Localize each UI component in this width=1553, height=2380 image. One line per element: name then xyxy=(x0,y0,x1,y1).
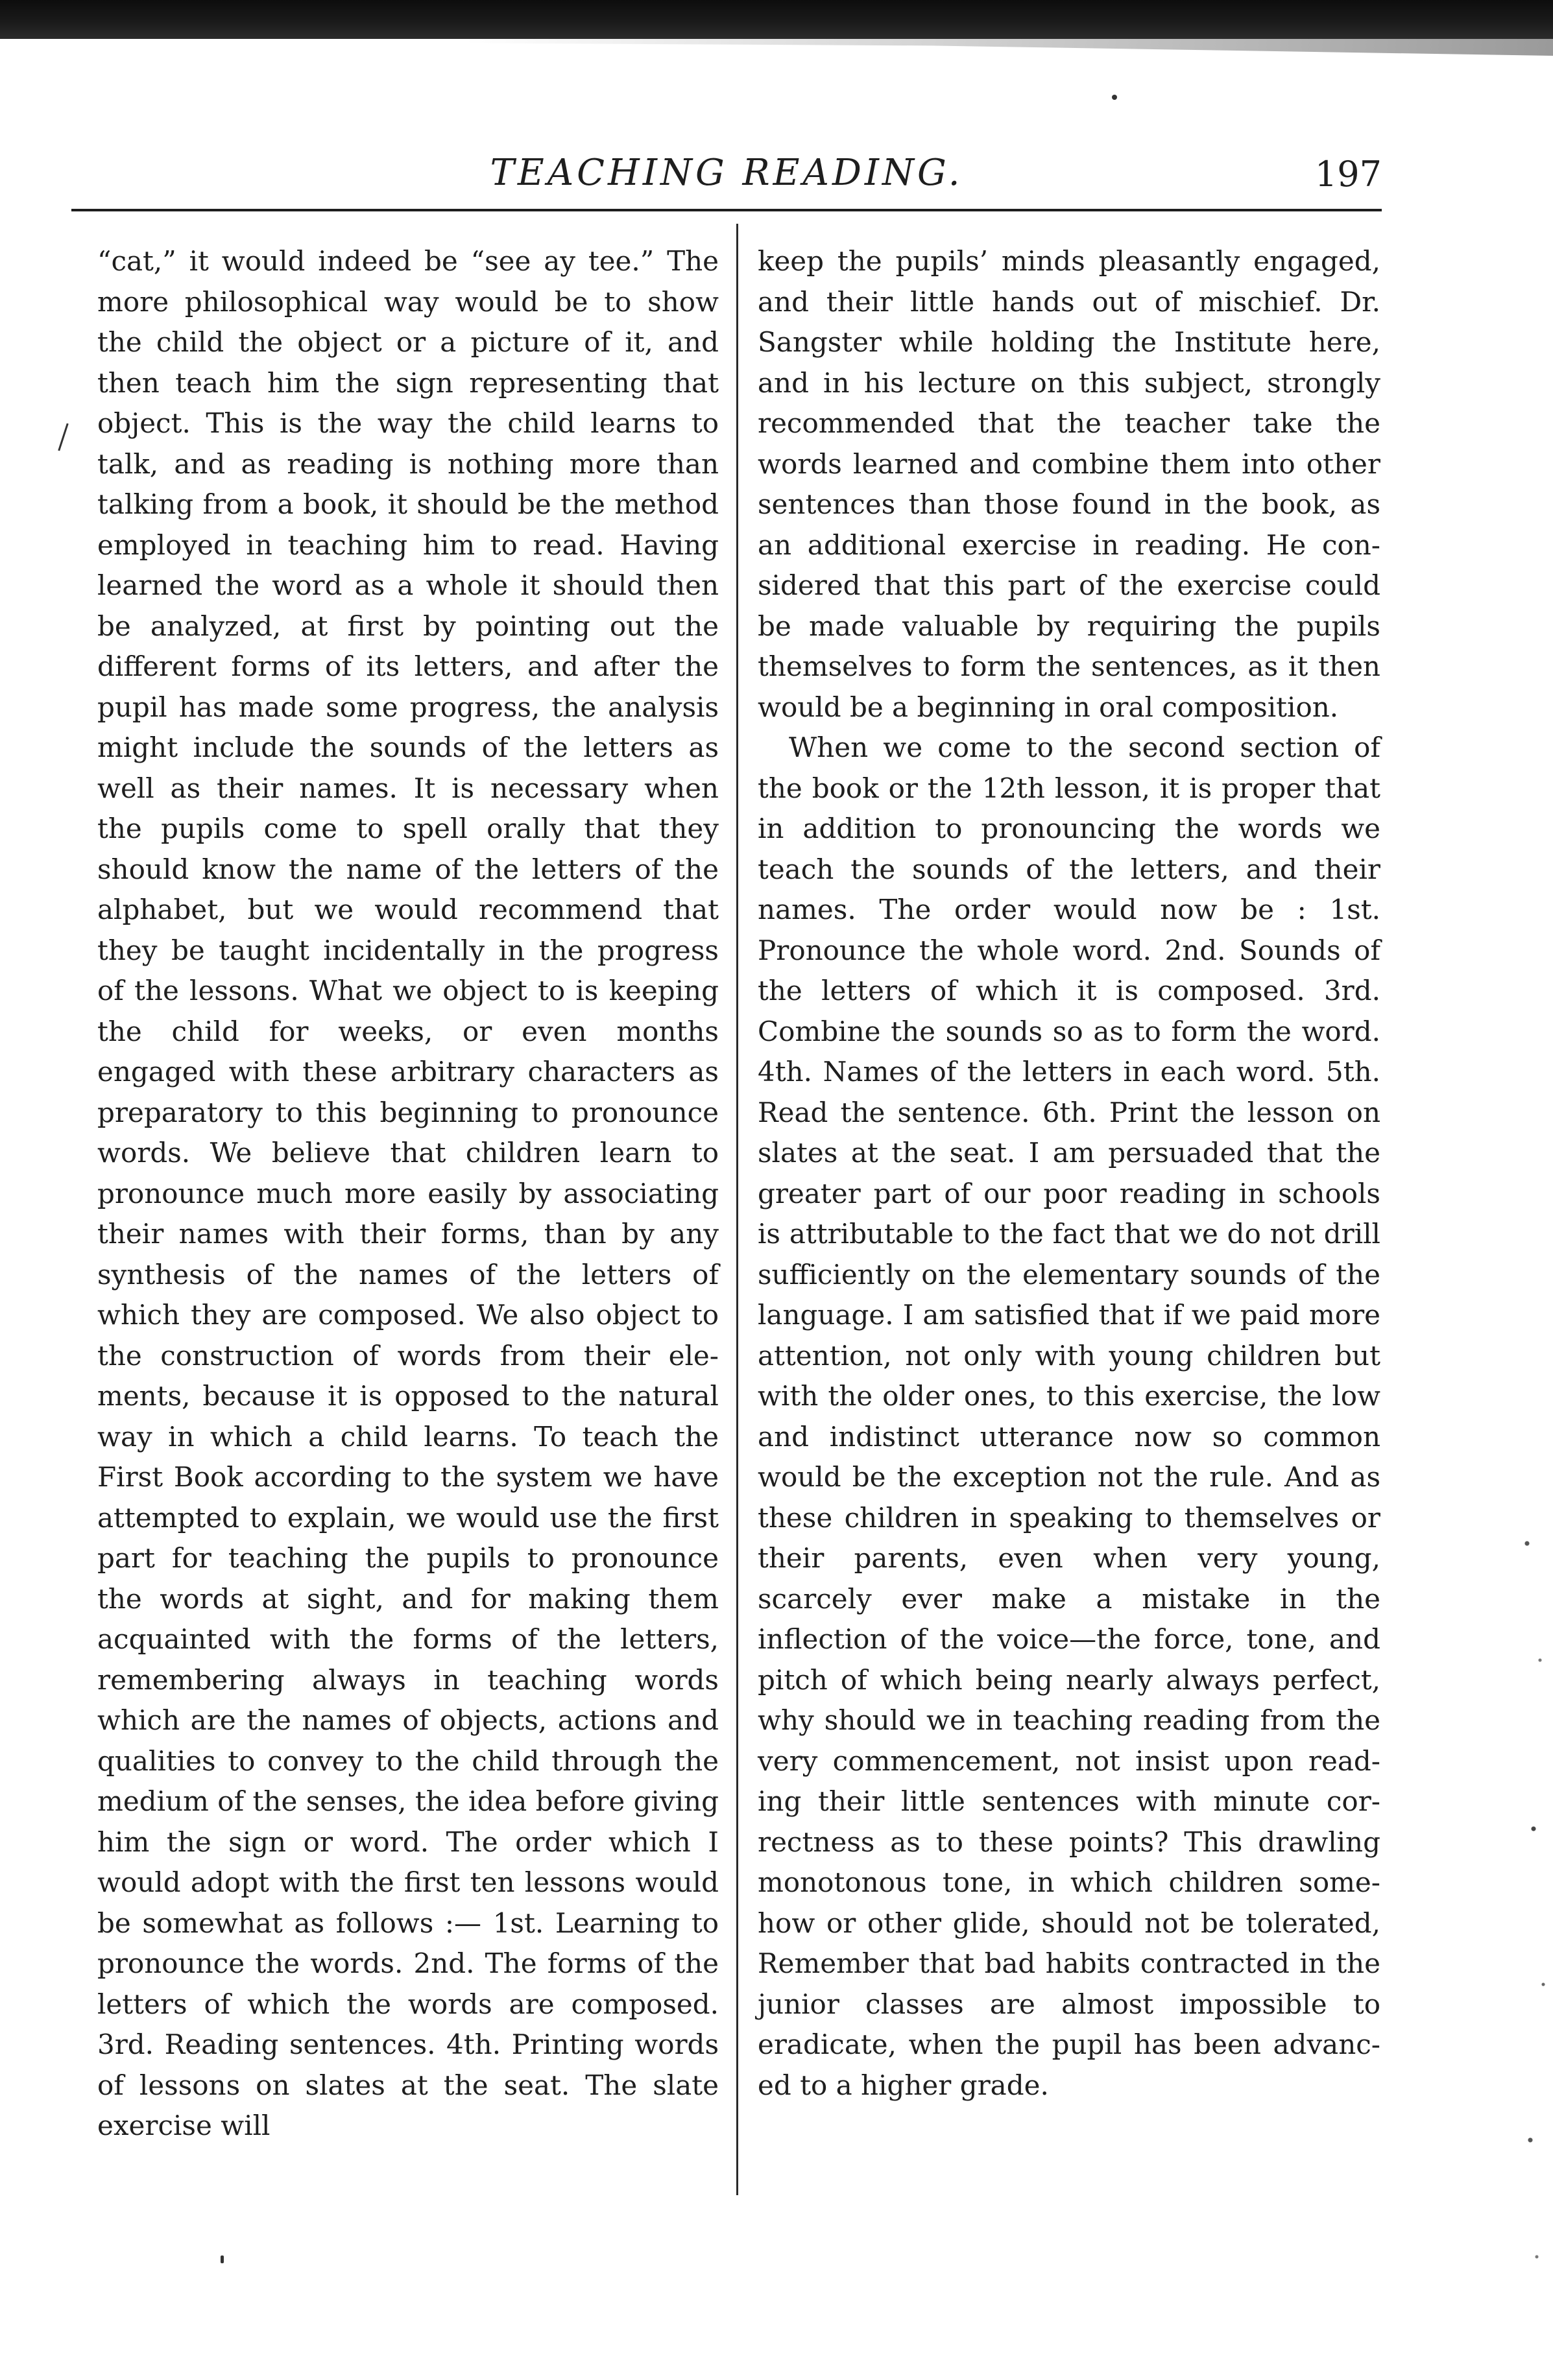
page-header xyxy=(71,144,1382,202)
margin-annotation-mark xyxy=(58,423,68,451)
scan-specks xyxy=(1514,1492,1553,2335)
scan-edge-bar xyxy=(0,0,1553,39)
stray-mark xyxy=(1112,95,1117,100)
right-paragraph: keep the pupils’ minds pleasantly engaged, and their little hands out of mischief. Dr. Sangster while holding the Institute here, and in his lecture on this subject, strongly recommended that the teacher take the words learned and combine them into other sentences than those found in the book, as an additional exercise in reading. He considered that this part of the exercise could be made valuable by requiring the pupils themselves to form the sentences, as it then would be a beginning in oral composition. xyxy=(758,245,1380,723)
scan-edge-shadow xyxy=(0,39,1553,56)
stray-mark xyxy=(221,2255,224,2263)
column-divider xyxy=(736,224,738,2195)
left-paragraph: “cat,” it would indeed be “see ay tee.” The more philosophical way would be to show the child the object or a picture of it, and then teach him the sign representing that object. This is the way the child learns to talk, and as reading is nothing more than talking from a book, it should be the method employed in teaching him to read. Having learned the word as a whole it should then be analyzed, at first by pointing out the different forms of its letters, and after the pupil has made some progress, the analysis might include the sounds of the letters as well as their names. It is necessary when the pupils come to spell orally that they should know the name of the letters of the alphabet, but we would recommend that they be taught incidentally in the progress of the lessons. What we object to is keeping the child for weeks, or even months engaged with these arbitrary characters as preparatory to this beginning to pronounce words. We believe that children learn to pronounce much more easily by associating their names with their forms, than by any synthesis of the names of the letters of which they are composed. We also object to the construction of words from their elements, because it is opposed to the natural way in which a child learns. To teach the First Book according to the system we have attempted to explain, we would use the first part for teaching the pupils to pronounce the words at sight, and for making them acquainted with the forms of the letters, remembering always in teaching words which are the names of objects, actions and qualities to convey to the child through the medium of the senses, the idea before giving him the sign or word. The order which I would adopt with the first ten lessons would be somewhat as follows :— 1st. Learning to pronounce the words. 2nd. The forms of the letters of which the words are composed. 3rd. Reading sentences. 4th. Printing words of lessons on slates at the seat. The slate exercise will xyxy=(97,245,719,2141)
left-column xyxy=(97,241,719,2147)
page-number: 197 xyxy=(1314,154,1382,195)
right-column xyxy=(758,241,1380,2106)
header-rule xyxy=(71,209,1382,211)
running-title: TEACHING READING. xyxy=(490,152,963,194)
right-paragraph: When we come to the second section of the book or the 12th lesson, it is proper that in addition to pronouncing the words we teach the sounds of the letters, and their names. The order would now be : 1st. Pronounce the whole word. 2nd. Sounds of the letters of which it is composed. 3rd. Combine the sounds so as to form the word. 4th. Names of the letters in each word. 5th. Read the sentence. 6th. Print the lesson on slates at the seat. I am persuaded that the greater part of our poor reading in schools is attributable to the fact that we do not drill sufficiently on the elementary sounds of the language. I am satisfied that if we paid more attention, not only with young children but with the older ones, to this exercise, the low and indistinct utterance now so common would be the exception not the rule. And as these children in speaking to themselves or their parents, even when very young, scarcely ever make a mistake in the inflection of the voice—the force, tone, and pitch of which being nearly always perfect, why should we in teaching reading from the very commencement, not insist upon reading their little sentences with minute correctness as to these points? This drawling monotonous tone, in which children somehow or other glide, should not be tolerated, Remember that bad habits contracted in the junior classes are almost impossible to eradicate, when the pupil has been advanced to a higher grade. xyxy=(758,732,1380,2101)
